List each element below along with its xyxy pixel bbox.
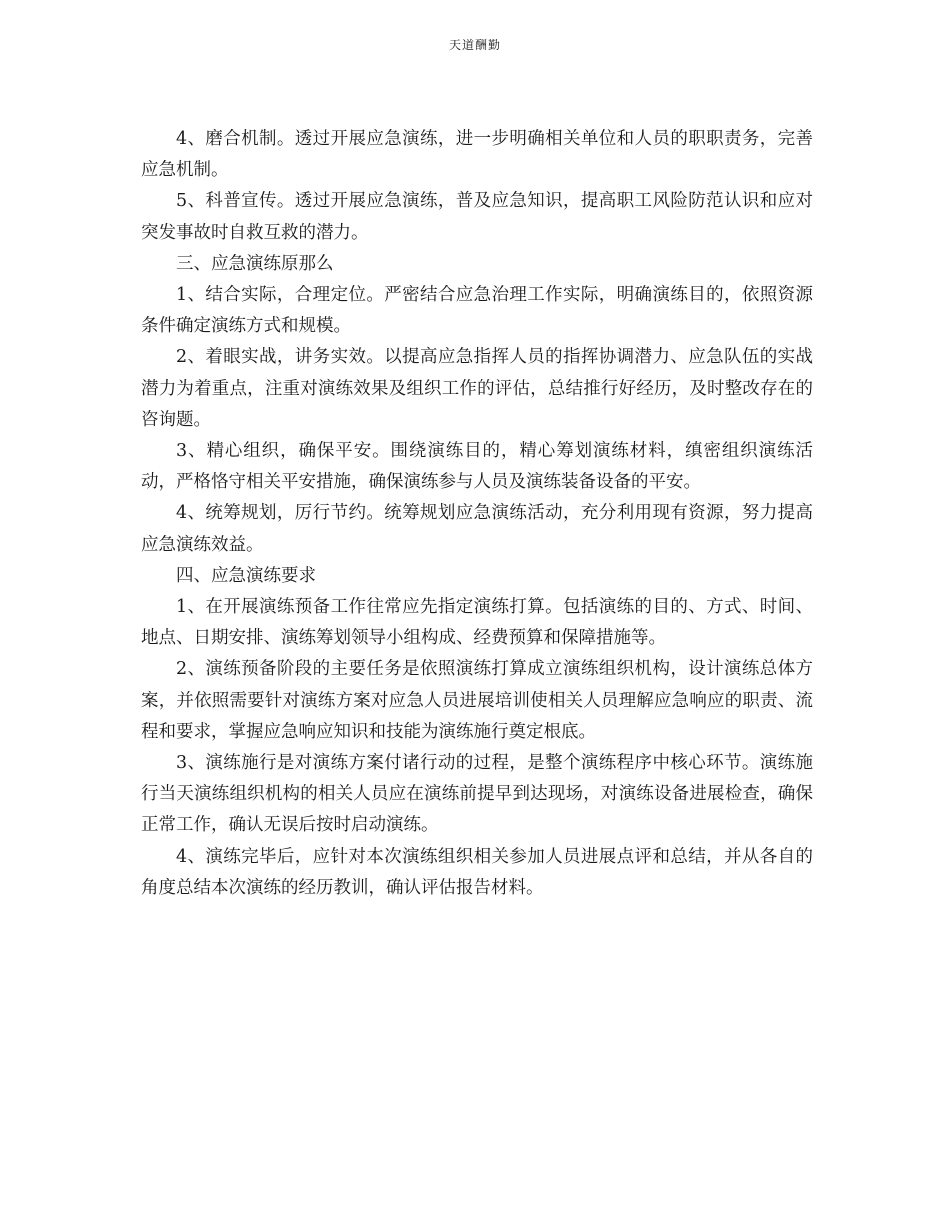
section-heading-requirements: 四、应急演练要求 [176,565,316,586]
paragraph-requirement-2: 2、演练预备阶段的主要任务是依照演练打算成立演练组织机构，设计演练总体方案，并依照需要针对演练方案对应急人员进展培训使相关人员理解应急响应的职责、流程和要求，掌握应急响应知识和技能为演练施行奠定根底。 [141,659,813,742]
paragraph-principle-3: 3、精心组织，确保平安。围绕演练目的，精心筹划演练材料，缜密组织演练活动，严格恪守相关平安措施，确保演练参与人员及演练装备设备的平安。 [141,441,813,493]
paragraph-mechanism: 4、磨合机制。透过开展应急演练，进一步明确相关单位和人员的职职责务，完善应急机制。 [141,129,813,181]
page-header: 天道酬勤 [448,38,501,52]
paragraph-principle-1: 1、结合实际，合理定位。严密结合应急治理工作实际，明确演练目的，依照资源条件确定演练方式和规模。 [141,285,813,337]
paragraph-principle-2: 2、着眼实战，讲务实效。以提高应急指挥人员的指挥协调潜力、应急队伍的实战潜力为着重点，注重对演练效果及组织工作的评估，总结推行好经历，及时整改存在的咨询题。 [141,347,813,430]
paragraph-requirement-3: 3、演练施行是对演练方案付诸行动的过程，是整个演练程序中核心环节。演练施行当天演练组织机构的相关人员应在演练前提早到达现场，对演练设备进展检查，确保正常工作，确认无误后按时启动演练。 [141,753,813,836]
document-body [141,124,813,904]
paragraph-requirement-1: 1、在开展演练预备工作往常应先指定演练打算。包括演练的目的、方式、时间、地点、日期安排、演练筹划领导小组构成、经费预算和保障措施等。 [141,597,813,649]
paragraph-requirement-4: 4、演练完毕后，应针对本次演练组织相关参加人员进展点评和总结，并从各自的角度总结本次演练的经历教训，确认评估报告材料。 [141,846,813,898]
paragraph-publicity: 5、科普宣传。透过开展应急演练，普及应急知识，提高职工风险防范认识和应对突发事故时自救互救的潜力。 [141,191,813,243]
section-heading-principles: 三、应急演练原那么 [176,253,334,274]
paragraph-principle-4: 4、统筹规划，厉行节约。统筹规划应急演练活动，充分利用现有资源，努力提高应急演练效益。 [141,503,813,555]
